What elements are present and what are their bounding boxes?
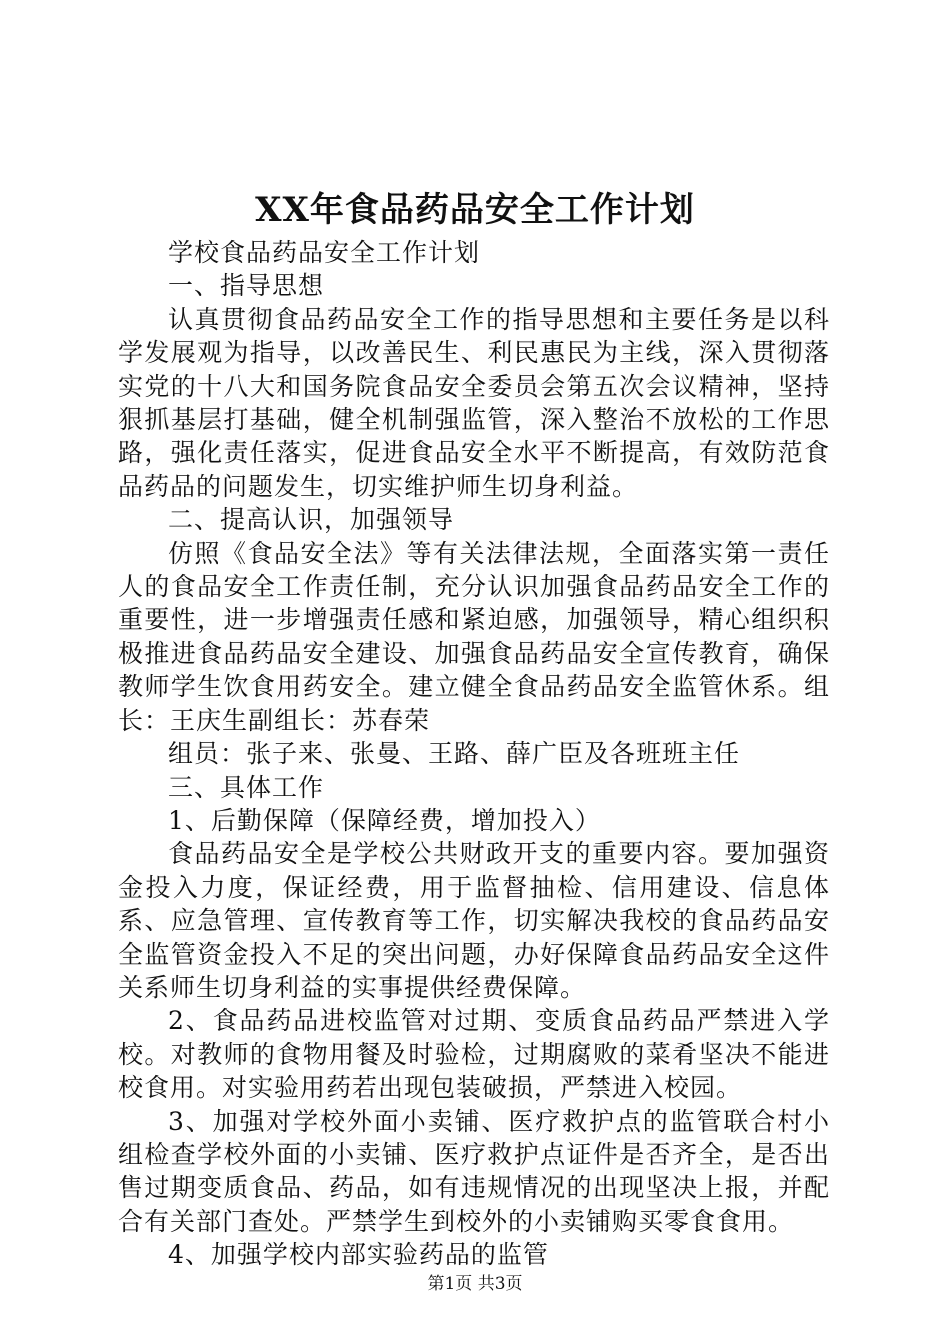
- page-title: XX年食品药品安全工作计划: [255, 190, 695, 230]
- paragraph-subtitle: 学校食品药品安全工作计划: [168, 238, 481, 267]
- subsection-heading: 1、后勤保障（保障经费，增加投入）: [168, 805, 601, 835]
- paragraph: 食品药品安全是学校公共财政开支的重要内容。要加强资金投入力度，保证经费，用于监督抽检、信用建设、信息体系、应急管理、宣传教育等工作，切实解决我校的食品药品安全监管资金投入不足的突出问题，办好保障食品药品安全这件关系师生切身利益的实事提供经费保障。: [118, 839, 830, 1002]
- paragraph: 仿照《食品安全法》等有关法律法规，全面落实第一责任人的食品安全工作责任制，充分认识加强食品药品安全工作的重要性，进一步增强责任感和紧迫感，加强领导，精心组织积极推进食品药品安全建设、加强食品药品安全宣传教育，确保教师学生饮食用药安全。建立健全食品药品安全监管休系。组长：王庆生副组长：苏春荣: [118, 538, 830, 735]
- page-number: 第1页 共3页: [427, 1274, 523, 1294]
- paragraph: 2、食品药品进校监管对过期、变质食品药品严禁进入学校。对教师的食物用餐及时验检，过期腐败的菜肴坚决不能进校食用。对实验用药若出现包装破损，严禁进入校园。: [118, 1006, 830, 1103]
- paragraph: 3、加强对学校外面小卖铺、医疗救护点的监管联合村小组检查学校外面的小卖铺、医疗救护点证件是否齐全，是否出售过期变质食品、药品，如有违规情况的出现坚决上报，并配合有关部门查处。严禁学生到校外的小卖铺购买零食食用。: [118, 1106, 830, 1236]
- document-body: [118, 236, 830, 1272]
- section-heading-3: 三、具体工作: [168, 772, 325, 802]
- section-heading-1: 一、指导思想: [168, 271, 325, 301]
- paragraph: 认真贯彻食品药品安全工作的指导思想和主要任务是以科学发展观为指导，以改善民生、利民惠民为主线，深入贯彻落实党的十八大和国务院食品安全委员会第五次会议精神，坚持狠抓基层打基础，健全机制强监管，深入整治不放松的工作思路，强化责任落实，促进食品安全水平不断提高，有效防范食品药品的问题发生，切实维护师生切身利益。: [118, 304, 830, 501]
- paragraph: 组员：张子来、张曼、王路、薛广臣及各班班主任: [168, 739, 741, 769]
- section-heading-2: 二、提高认识，加强领导: [168, 505, 455, 535]
- subsection-heading: 4、加强学校内部实验药品的监管: [168, 1240, 549, 1270]
